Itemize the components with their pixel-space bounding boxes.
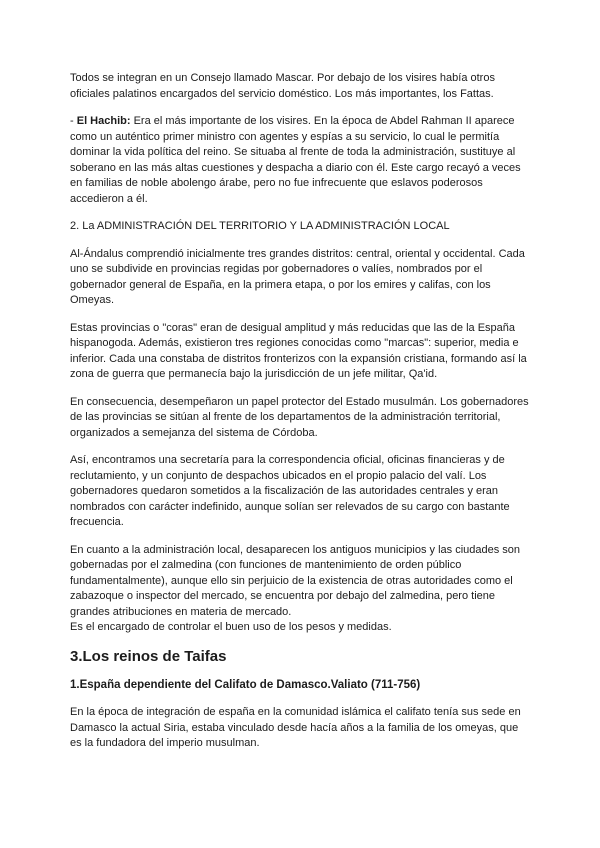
paragraph-coras-marcas: Estas provincias o "coras" eran de desigual amplitud y más reducidas que las de la España hispanogoda. Además, existieron tres regiones conocidas como "marcas": superior, media e inferior. Cada una constaba de distritos fronterizos con la expansión cristiana, formando así la zona de guerra que permanecía bajo la jurisdicción de un jefe militar, Qa'id. [70, 321, 527, 380]
hachib-bold-term: El Hachib: [76, 115, 131, 127]
paragraph-secretaria: Así, encontramos una secretaría para la correspondencia oficial, oficinas financieras y de reclutamiento, y un conjunto de despachos ubicados en el propio palacio del valí. Los gobernadores quedaron sometidos a la fiscalización de las autoridades centrales y eran nombrados con carácter indefinido, aunque solían ser relevados de su cargo con bastante frecuencia. [70, 454, 510, 528]
heading-reinos-taifas: 3.Los reinos de Taifas [70, 647, 227, 665]
hachib-description: Era el más importante de los visires. En la época de Abdel Rahman II aparece como un auténtico primer ministro con agentes y espías a su servicio, lo cual le permitía dominar la vida política del reino. Se situaba al frente de toda la administración, sustituye al soberano en las más altas cuestiones y despacha a diario con él. Este cargo recayó a veces en familias de noble abolengo árabe, pero no fue infrecuente que eslavos poderosos accedieron a él. [70, 115, 521, 205]
heading-administracion-territorio: 2. La ADMINISTRACIÓN DEL TERRITORIO Y LA ADMINISTRACIÓN LOCAL [70, 220, 450, 232]
paragraph-consejo-mascar: Todos se integran en un Consejo llamado Mascar. Por debajo de los visires había otros oficiales palatinos encargados del servicio doméstico. Los más importantes, los Fattas. [70, 72, 495, 100]
paragraph-pesos-medidas: Es el encargado de controlar el buen uso de los pesos y medidas. [70, 621, 392, 633]
paragraph-el-hachib [70, 114, 532, 207]
paragraph-damasco-omeyas: En la época de integración de españa en la comunidad islámica el califato tenía sus sede en Damasco la actual Siria, estaba vinculado desde hacía años a la familia de los omeyas, que es la fundadora del imperio musulman. [70, 706, 521, 749]
hachib-dash-prefix: - [70, 115, 77, 127]
heading-espana-califato-damasco: 1.España dependiente del Califato de Damasco.Valiato (711-756) [70, 678, 421, 691]
paragraph-administracion-local: En cuanto a la administración local, desaparecen los antiguos municipios y las ciudades son gobernadas por el zalmedina (con funciones de mantenimiento de orden público fundamentalmente), aunque ello sin perjuicio de la existencia de otras autoridades como el zabazoque o inspector del mercado, se encuentra por debajo del zalmedina, pero tiene grandes atribuciones en materia de mercado. [70, 543, 521, 618]
paragraph-papel-protector: En consecuencia, desempeñaron un papel protector del Estado musulmán. Los gobernadores de las provincias se sitúan al frente de los departamentos de la administración territorial, organizados a semejanza del sistema de Córdoba. [70, 395, 529, 439]
paragraph-distritos: Al-Ándalus comprendió inicialmente tres grandes distritos: central, oriental y occidental. Cada uno se subdivide en provincias regidas por gobernadores o valíes, nombrados por el gobernador general de España, en la primera etapa, o por los emires y califas, con los Omeyas. [70, 247, 525, 306]
